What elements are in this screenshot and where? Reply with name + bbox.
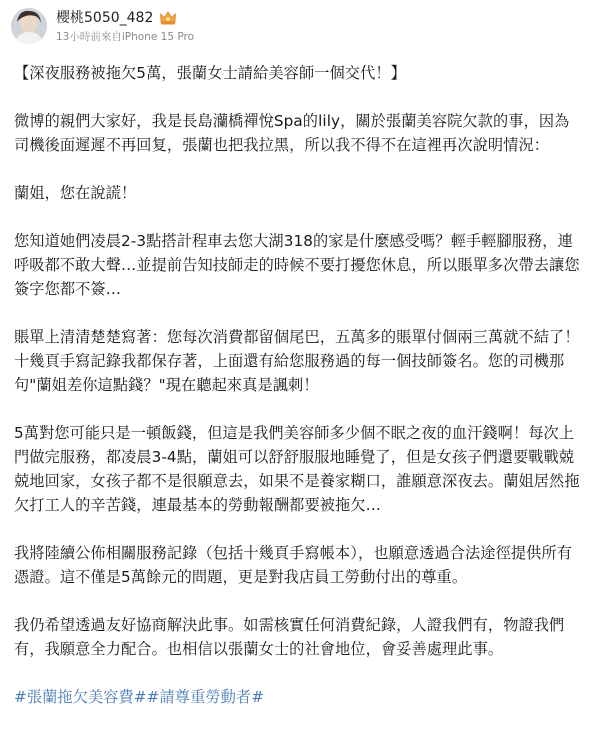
post-title: 【深夜服務被拖欠5萬，張蘭女士請給美容師一個交代！】 (14, 64, 406, 82)
username[interactable]: 櫻桃5050_482 (56, 10, 154, 26)
avatar[interactable] (11, 8, 47, 44)
post-paragraph: 我將陸續公佈相關服務記錄（包括十幾頁手寫帳本），也願意透過合法途徑提供所有憑證。這不僅是5萬餘元的問題，更是對我店員工勞動付出的尊重。 (14, 544, 573, 586)
username-row (56, 8, 177, 28)
avatar-photo-icon (11, 8, 47, 44)
crown-badge-icon (159, 10, 177, 26)
hashtag-link[interactable]: #請尊重勞動者# (146, 688, 265, 706)
post-paragraph: 賬單上清清楚楚寫著：您每次消費都留個尾巴，五萬多的賬單付個兩三萬就不結了！十幾頁手寫記錄我都保存著，上面還有給您服務過的每一個技師簽名。您的司機那句"蘭姐差你這點錢？"現在聽起來真是諷刺！ (14, 328, 580, 394)
post-paragraph: 蘭姐，您在說謊！ (14, 184, 137, 202)
post-paragraph: 5萬對您可能只是一頓飯錢，但這是我們美容師多少個不眠之夜的血汗錢啊！每次上門做完服務，都凌晨3-4點，蘭姐可以舒舒服服地睡覺了，但是女孩子們還要戰戰兢兢地回家，女孩子都不是很願意去，如果不是養家糊口，誰願意深夜去。蘭姐居然拖欠打工人的辛苦錢，連最基本的勞動報酬都要被拖欠… (14, 424, 580, 514)
hashtag-row (14, 685, 582, 709)
post-paragraph: 微博的親們大家好，我是長島灡橋禪悅Spa的lily，關於張蘭美容院欠款的事，因為司機後面遲遲不再回复，張蘭也把我拉黑，所以我不得不在這裡再次說明情況： (14, 112, 570, 154)
hashtag-link[interactable]: #張蘭拖欠美容費# (14, 688, 147, 706)
post-header (0, 0, 593, 56)
post-content (14, 61, 582, 709)
post-meta: 13小時前來自iPhone 15 Pro (56, 31, 194, 43)
post-paragraph: 我仍希望透過友好協商解決此事。如需核實任何消費紀錄，人證我們有，物證我們有，我願意全力配合。也相信以張蘭女士的社會地位，會妥善處理此事。 (14, 616, 565, 658)
post-paragraph: 您知道她們凌晨2-3點搭計程車去您大湖318的家是什麼感受嗎？輕手輕腳服務，連呼吸都不敢大聲…並提前告知技師走的時候不要打擾您休息，所以賬單多次帶去讓您簽字您都不簽… (14, 232, 580, 298)
